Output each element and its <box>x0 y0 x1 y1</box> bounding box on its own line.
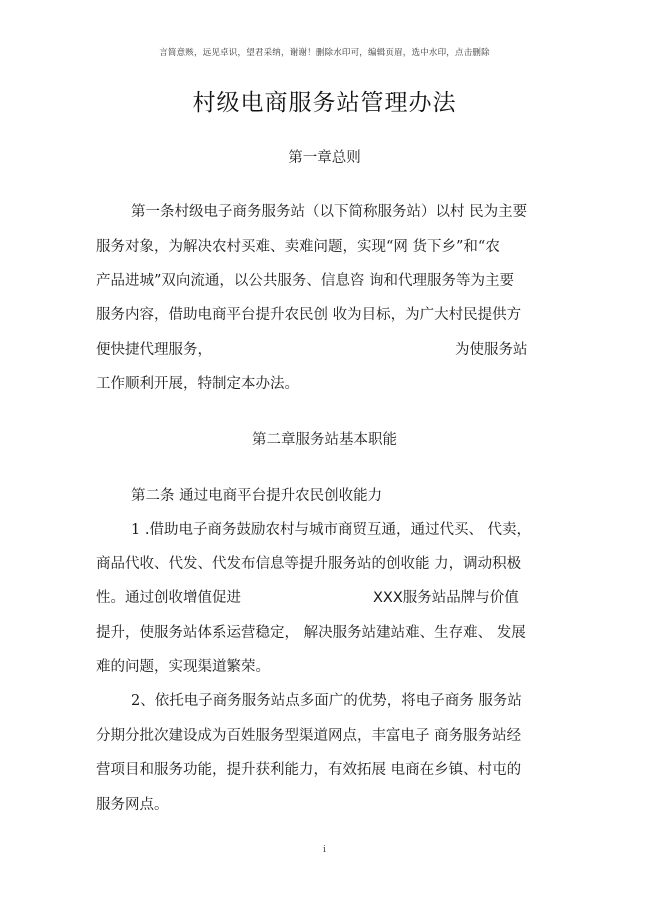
article-1-line-1: 第一条村级电子商务服务站（以下简称服务站）以村 民为主要 <box>131 204 528 220</box>
watermark-header-note: 言简意赅，远见卓识，望君采纳，谢谢！删除水印可，编辑页眉，选中水印，点击删除 <box>159 48 490 58</box>
page-number: i <box>323 845 326 855</box>
article-1-line-5a: 便快捷代理服务， <box>96 342 212 358</box>
item-1-line-5: 难的问题，实现渠道繁荣。 <box>96 659 270 675</box>
item-1-line-4: 提升，使服务站体系运营稳定， 解决服务站建站难、生存难、 发展 <box>96 625 526 641</box>
item-1-line-3b: XXX服务站品牌与价值 <box>373 590 519 606</box>
item-2-line-1: 2、依托电子商务服务站点多面广的优势，将电子商务 服务站 <box>131 693 522 709</box>
item-2-line-3: 营项目和服务功能，提升获利能力，有效拓展 电商在乡镇、村屯的 <box>96 762 522 778</box>
article-1-line-6: 工作顺利开展，特制定本办法。 <box>96 376 299 392</box>
chapter-2-heading: 第二章服务站基本职能 <box>252 432 397 448</box>
article-1-line-3: 产品进城”双向流通，以公共服务、信息咨 询和代理服务等为主要 <box>96 273 515 289</box>
item-1-line-3a: 性。通过创收增值促进 <box>96 590 241 606</box>
chapter-1-heading: 第一章总则 <box>288 150 361 166</box>
article-1-line-5b: 为使服务站 <box>455 342 528 358</box>
item-2-line-4: 服务网点。 <box>96 797 169 813</box>
item-2-line-2: 分期分批次建设成为百姓服务型渠道网点，丰富电子 商务服务站经 <box>96 728 522 744</box>
item-1-line-2: 商品代收、代发、代发布信息等提升服务站的创收能 力，调动积极 <box>96 556 522 572</box>
article-2-heading: 第二条 通过电商平台提升农民创收能力 <box>131 488 383 504</box>
document-title: 村级电商服务站管理办法 <box>192 90 457 116</box>
article-1-line-4: 服务内容，借助电商平台提升农民创 收为目标，为广大村民提供方 <box>96 307 522 323</box>
item-1-line-1: 1 .借助电子商务鼓励农村与城市商贸互通，通过代买、 代卖， <box>131 522 532 538</box>
article-1-line-2: 服务对象，为解决农村买难、卖难问题，实现“网 货下乡”和“农 <box>96 239 500 255</box>
